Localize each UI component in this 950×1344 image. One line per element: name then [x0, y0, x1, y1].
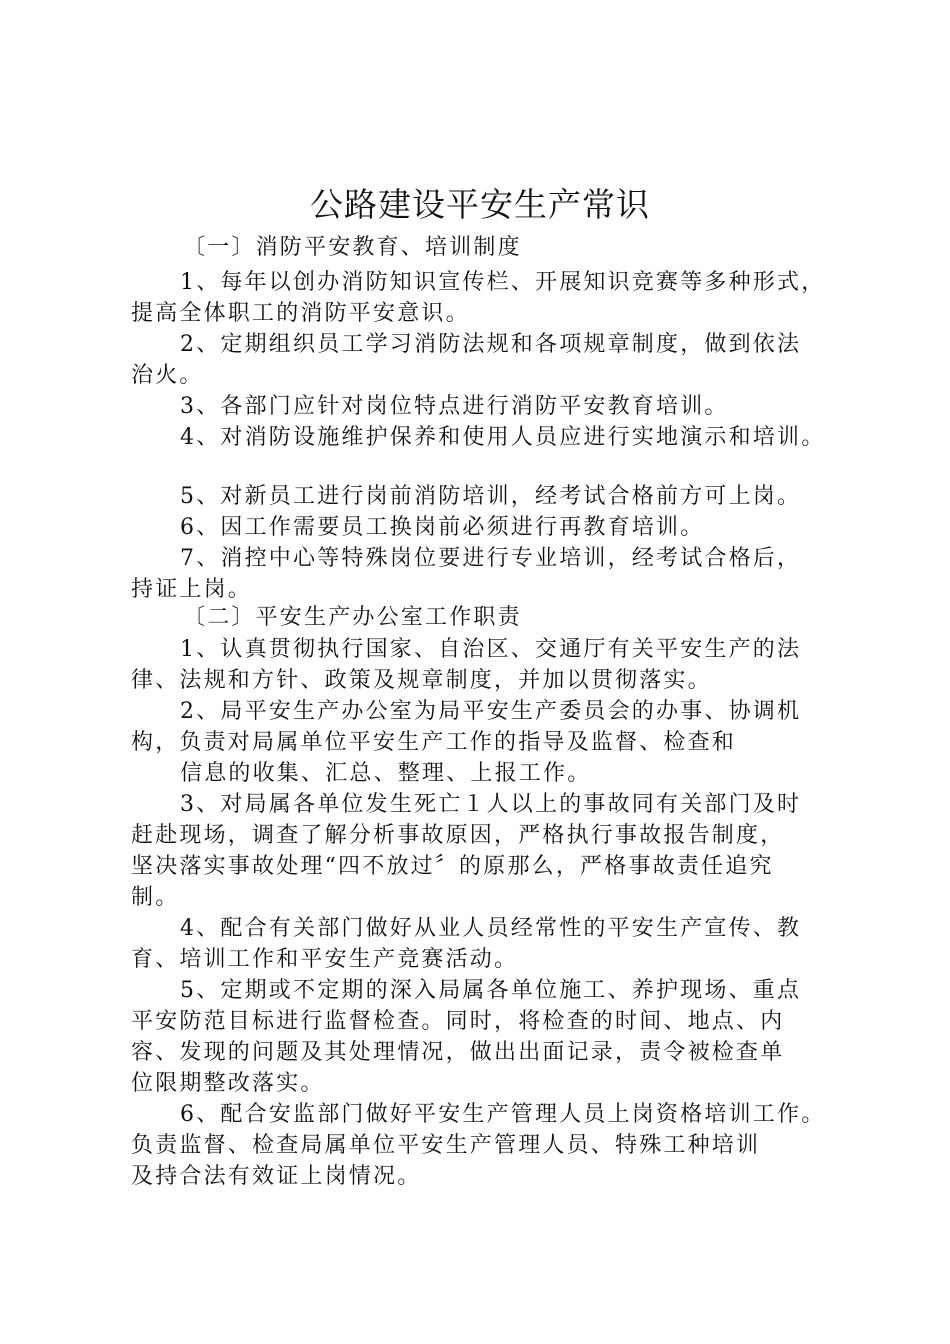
paragraph-line: 坚决落实事故处理“四不放过〞的原那么，严格事故责任追究	[131, 854, 774, 879]
paragraph-line: 1、每年以创办消防知识宣传栏、开展知识竞赛等多种形式，	[180, 270, 826, 295]
paragraph-line: 3、对局属各单位发生死亡１人以上的事故同有关部门及时	[180, 792, 802, 817]
paragraph-line: 位限期整改落实。	[131, 1071, 325, 1096]
paragraph-line: 平安防范目标进行监督检查。同时，将检查的时间、地点、内	[131, 1009, 785, 1034]
paragraph-line: 7、消控中心等特殊岗位要进行专业培训，经考试合格后，	[180, 546, 802, 571]
section-heading-1: 〔一〕消防平安教育、培训制度	[183, 235, 522, 260]
section-heading-2: 〔二〕平安生产办公室工作职责	[183, 605, 522, 630]
document-title: 公路建设平安生产常识	[310, 185, 650, 224]
paragraph-line: 3、各部门应针对岗位特点进行消防平安教育培训。	[180, 394, 729, 419]
paragraph-line: 构，负责对局属单位平安生产工作的指导及监督、检查和	[131, 730, 737, 755]
paragraph-line: 5、定期或不定期的深入局属各单位施工、养护现场、重点	[180, 978, 802, 1003]
paragraph-line: 2、定期组织员工学习消防法规和各项规章制度，做到依法	[180, 332, 802, 357]
paragraph-line: 6、配合安监部门做好平安生产管理人员上岗资格培训工作。	[180, 1102, 826, 1127]
paragraph-line: 治火。	[131, 363, 204, 388]
paragraph-line: 及持合法有效证上岗情况。	[131, 1164, 422, 1189]
paragraph-line: 律、法规和方针、政策及规章制度，并加以贯彻落实。	[131, 668, 712, 693]
paragraph-line: 5、对新员工进行岗前消防培训，经考试合格前方可上岗。	[180, 484, 802, 509]
paragraph-line: 6、因工作需要员工换岗前必须进行再教育培训。	[180, 515, 705, 540]
paragraph-line: 4、配合有关部门做好从业人员经常性的平安生产宣传、教	[180, 916, 802, 941]
paragraph-line: 育、培训工作和平安生产竞赛活动。	[131, 947, 519, 972]
paragraph-line: 容、发现的问题及其处理情况，做出出面记录，责令被检查单	[131, 1040, 785, 1065]
paragraph-line: 2、局平安生产办公室为局平安生产委员会的办事、协调机	[180, 699, 802, 724]
paragraph-line: 赶赴现场，调查了解分析事故原因，严格执行事故报告制度，	[131, 823, 785, 848]
paragraph-line: 持证上岗。	[131, 577, 253, 602]
paragraph-line: 信息的收集、汇总、整理、上报工作。	[180, 761, 592, 786]
paragraph-line: 负责监督、检查局属单位平安生产管理人员、特殊工种培训	[131, 1133, 761, 1158]
paragraph-line: 1、认真贯彻执行国家、自治区、交通厅有关平安生产的法	[180, 637, 802, 662]
paragraph-line: 制。	[131, 885, 180, 910]
paragraph-line: 提高全体职工的消防平安意识。	[131, 301, 470, 326]
paragraph-line: 4、对消防设施维护保养和使用人员应进行实地演示和培训。	[180, 425, 826, 450]
